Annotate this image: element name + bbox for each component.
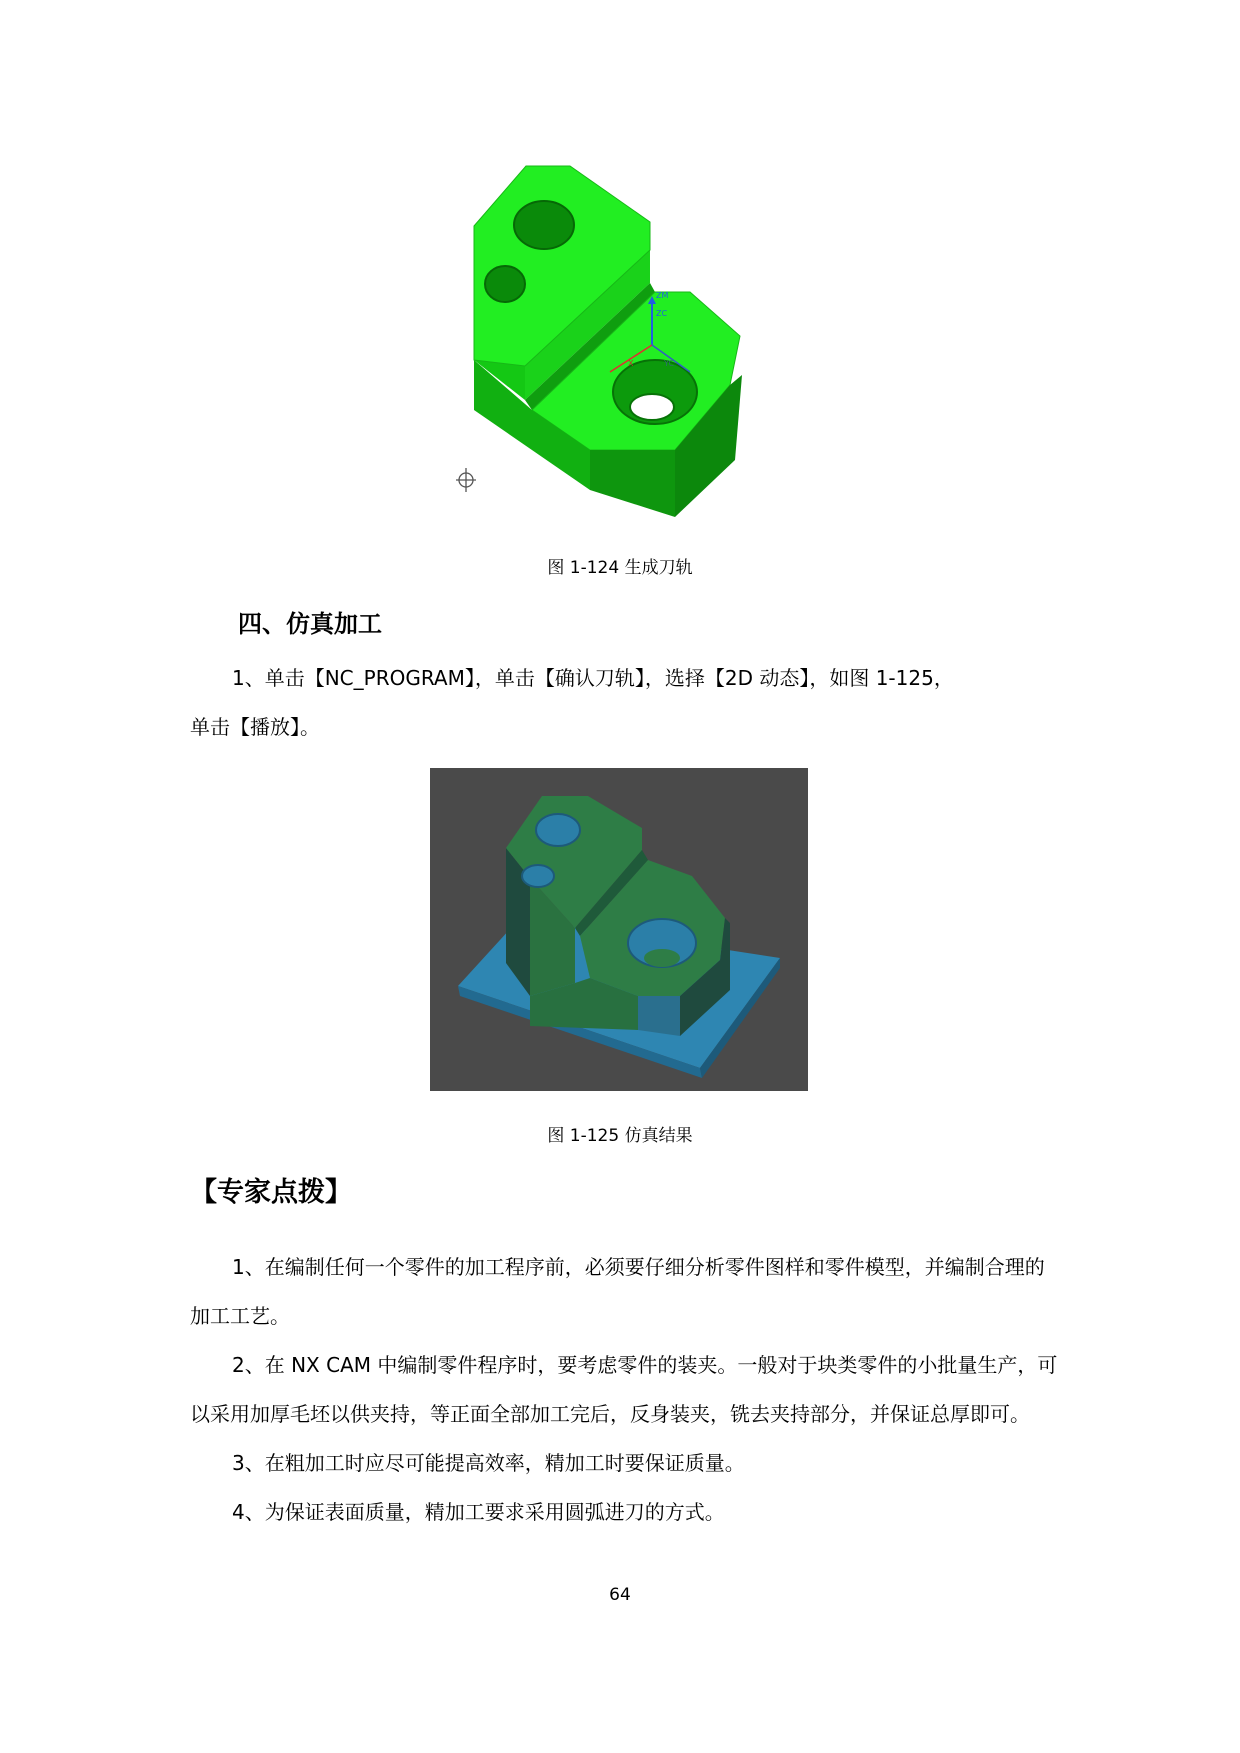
- step-1-line-1: 1、单击【NC_PROGRAM】，单击【确认刀轨】，选择【2D 动态】，如图 1-125，: [232, 666, 954, 690]
- svg-text:ZM: ZM: [656, 291, 669, 300]
- svg-text:ZC: ZC: [656, 309, 668, 318]
- figure-1-125-caption: 图 1-125 仿真结果: [547, 1126, 693, 1146]
- expert-tips-title: 【专家点拨】: [190, 1177, 352, 1208]
- section-title: 四、仿真加工: [238, 610, 382, 638]
- expert-tip-item: 4、为保证表面质量，精加工要求采用圆弧进刀的方式。: [232, 1500, 725, 1524]
- part-small-hole: [485, 266, 525, 302]
- crosshair-icon: [456, 468, 476, 492]
- svg-text:X: X: [628, 359, 634, 368]
- sim-large-hole: [536, 814, 580, 846]
- part-lower-side-front: [590, 450, 675, 517]
- svg-text:YC: YC: [664, 359, 675, 368]
- part-large-hole: [514, 201, 574, 249]
- figure-1-124-caption: 图 1-124 生成刀轨: [547, 558, 693, 578]
- sim-through-hole: [644, 949, 680, 967]
- sim-part-lower-front-blue: [638, 996, 680, 1036]
- expert-tip-item: 2、在 NX CAM 中编制零件程序时，要考虑零件的装夹。一般对于块类零件的小批量生产，可以采用加厚毛坯以供夹持，等正面全部加工完后，反身装夹，铣去夹持部分，并保证总厚即可。: [190, 1353, 1058, 1426]
- figure-simulation-image: [430, 768, 808, 1091]
- expert-tips-list: [190, 1243, 1060, 1537]
- figure-toolpath-image: [440, 160, 770, 520]
- expert-tip-item: 1、在编制任何一个零件的加工程序前，必须要仔细分析零件图样和零件模型，并编制合理的加工工艺。: [190, 1255, 1045, 1328]
- page-number: 64: [609, 1585, 631, 1605]
- part-through-hole: [630, 394, 674, 420]
- step-1-paragraph: [190, 654, 1060, 752]
- step-1-line-2: 单击【播放】。: [190, 715, 320, 739]
- expert-tip-item: 3、在粗加工时应尽可能提高效率，精加工时要保证质量。: [232, 1451, 745, 1475]
- sim-small-hole: [522, 865, 554, 887]
